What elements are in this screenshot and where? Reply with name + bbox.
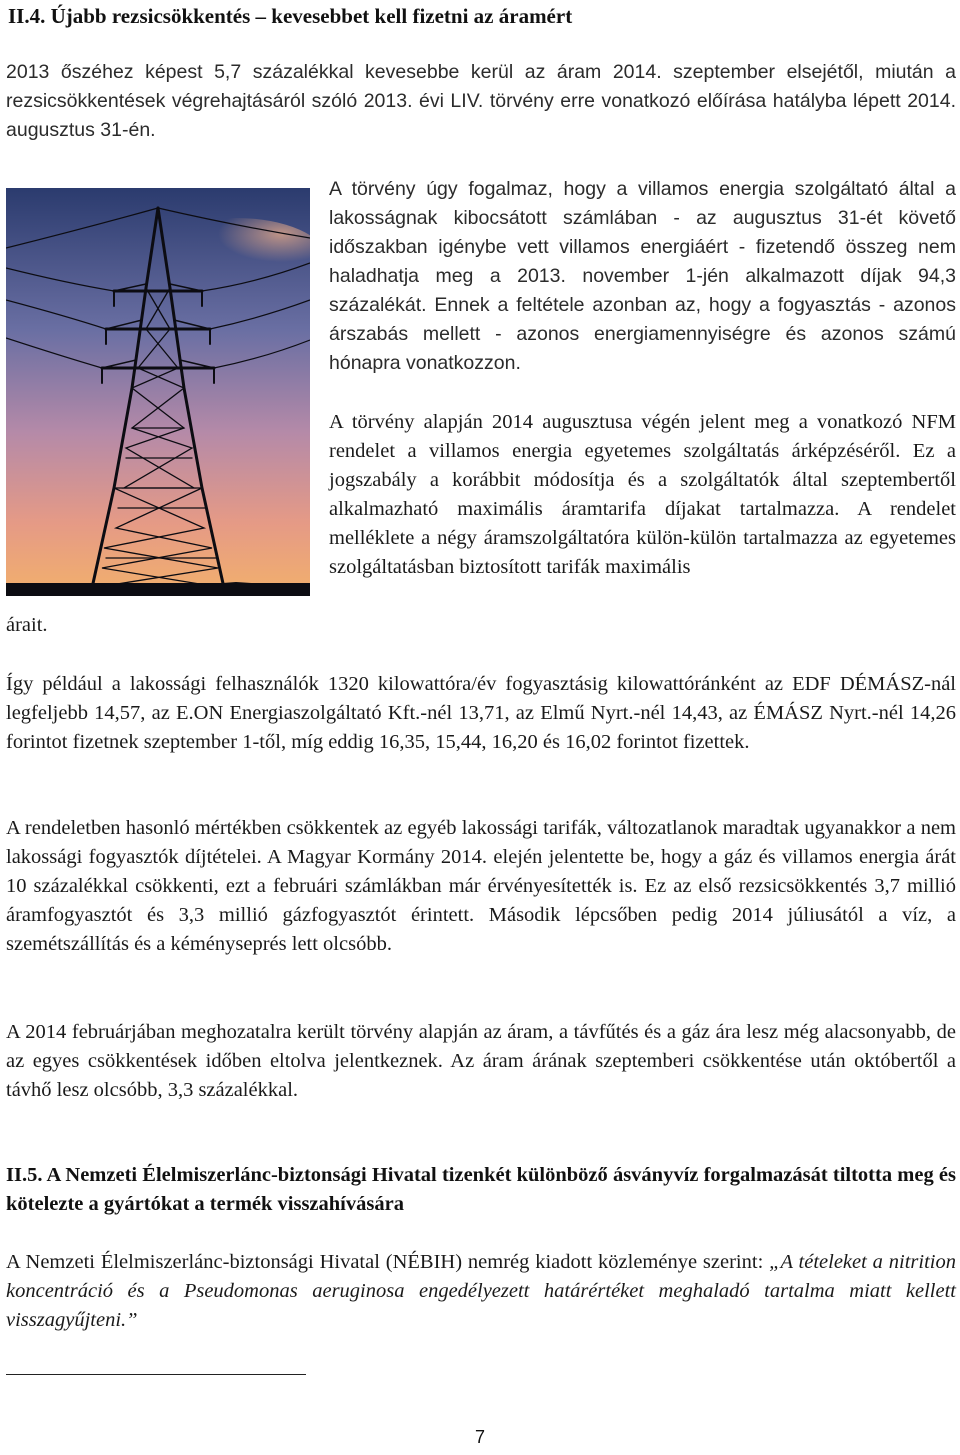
section-heading-2: II.5. A Nemzeti Élelmiszerlánc-biztonsági Hivatal tizenkét különböző ásványvíz forgalmazását tiltotta meg és kötelezte a gyártókat a termék visszahívására xyxy=(6,1164,956,1215)
tariff-example-paragraph: Így például a lakossági felhasználók 1320 kilowattóra/év fogyasztásig kilowattóránként az EDF DÉMÁSZ-nál legfeljebb 14,57, az E.ON Energiaszolgáltató Kft.-nél 13,71, az Elmű Nyrt.-nél 14,43, az ÉMÁSZ Nyrt.-nél 14,26 forintot fizetnek szeptember 1-től, míg eddig 16,35, 15,44, 16,20 és 16,02 forintot fizettek. xyxy=(6,673,956,753)
power-pylon-icon xyxy=(6,188,310,596)
law-description-text: A törvény úgy fogalmaz, hogy a villamos energia szolgáltató által a lakosságnak kibocsátott számlában - az augusztus 31-ét követő időszakban igénybe vett villamos energiáért - fizetendő összeg nem haladhatja meg a 2013. november 1-jén alkalmazott díjak 94,3 százalékát. Ennek a feltétele azonban az, hogy a fogyasztás - azonos árszabás mellett - azonos energiamennyiségre és azonos számú hónapra vonatkozzon. xyxy=(329,178,956,374)
district-heating-paragraph: A 2014 februárjában meghozatalra került törvény alapján az áram, a távfűtés és a gáz ára lesz még alacsonyabb, de az egyes csökkentések időben eltolva jelentkeznek. Az áram árának szeptemberi csökkentése után októbertől a távhő lesz olcsóbb, 3,3 százalékkal. xyxy=(6,1021,956,1101)
page-number: 7 xyxy=(474,1427,485,1447)
regulation-paragraph-tail: árait. xyxy=(6,614,48,636)
regulation-paragraph: A törvény alapján 2014 augusztusa végén jelent meg a vonatkozó NFM rendelet a villamos energia egyetemes szolgáltatás árképzéséről. Ez a jogszabály a korábbit módosítja és a szolgáltatók által szeptembertől alkalmazható maximális áramtarifa díjakat tartalmazza. A rendelet melléklete a négy áramszolgáltatóra külön-külön tartalmazza az egyetemes szolgáltatásban biztosított tarifák maximális xyxy=(329,411,956,578)
intro-paragraph: 2013 őszéhez képest 5,7 százalékkal kevesebbe kerül az áram 2014. szeptember elsejétől, miután a rezsicsökkentések végrehajtásáról szóló 2013. évi LIV. törvény erre vonatkozó előírása hatályba lépett 2014. augusztus 31-én. xyxy=(6,61,956,141)
nebih-quote: „A tételeket a nitrition koncentráció és a Pseudomonas aeruginosa engedélyezett határértéket meghaladó tartalma miatt kellett visszagyűjteni.” xyxy=(6,1251,957,1331)
law-description-paragraph xyxy=(329,175,956,378)
nebih-paragraph xyxy=(6,1248,956,1335)
section-heading: II.4. Újabb rezsicsökkentés – kevesebbet kell fizetni az áramért xyxy=(8,4,573,28)
nebih-lead: A Nemzeti Élelmiszerlánc-biztonsági Hivatal (NÉBIH) nemrég kiadott közleménye szerint: xyxy=(6,1251,764,1273)
other-tariffs-paragraph: A rendeletben hasonló mértékben csökkentek az egyéb lakossági tarifák, változatlanok maradtak ugyanakkor a nem lakossági fogyasztók díjtételei. A Magyar Kormány 2014. elején jelentette be, hogy a gáz és villamos energia árát 10 százalékkal csökkenti, ezt a februári számlákban már érvényesítették is. Ez az első rezsicsökkentés 3,7 millió áramfogyasztót és 3,3 millió gázfogyasztót érintett. Második lépcsőben pedig 2014 júliusától a víz, a szemétszállítás és a kéményseprés lett olcsóbb. xyxy=(6,817,956,955)
footnote-separator xyxy=(6,1374,306,1375)
power-pylon-photo xyxy=(6,188,310,596)
